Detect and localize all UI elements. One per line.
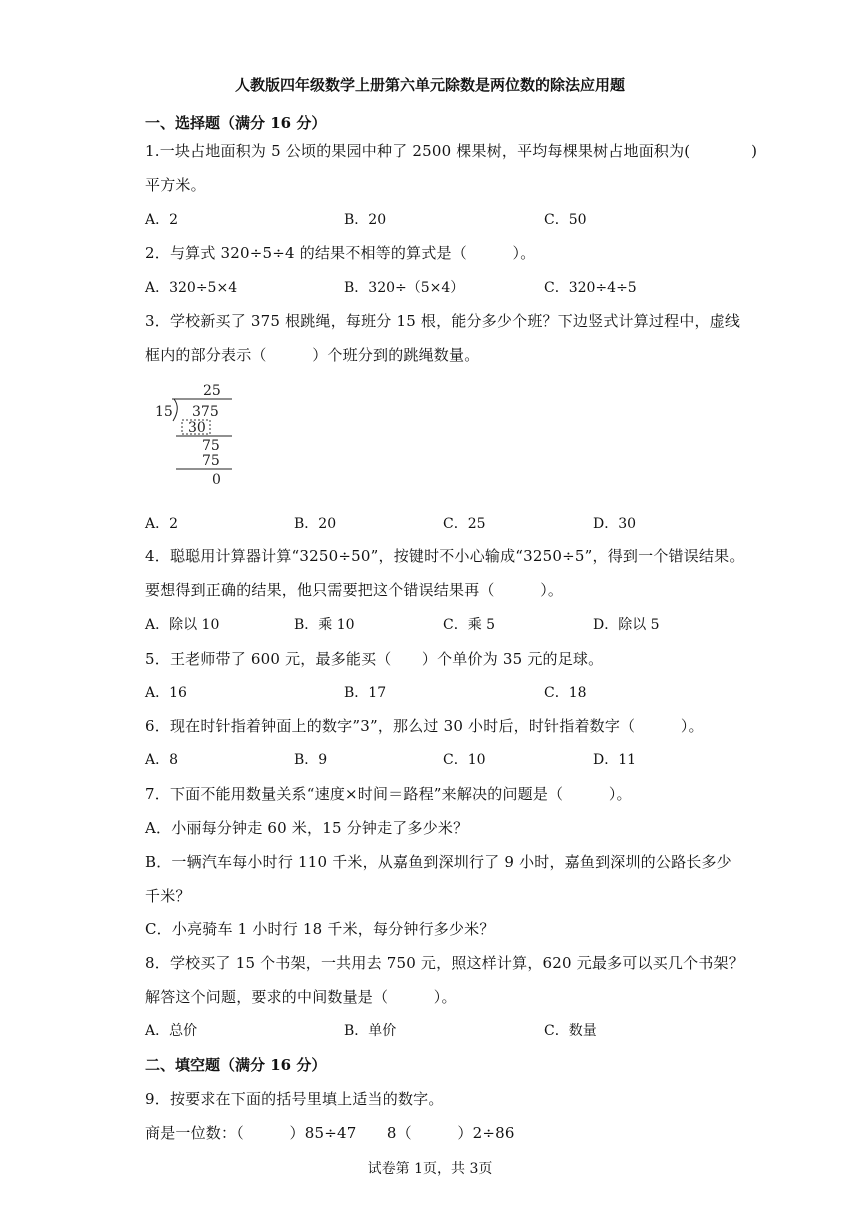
question-1-options xyxy=(145,209,745,229)
option-a[interactable]: A．16 xyxy=(145,685,187,701)
option-c[interactable]: C．25 xyxy=(443,516,486,532)
question-1-text-cont: 平方米。 xyxy=(145,176,206,194)
option-a[interactable]: A．320÷5×4 xyxy=(145,280,238,296)
question-9-text: 9．按要求在下面的括号里填上适当的数字。 xyxy=(145,1090,444,1108)
page-footer: 试卷第 1页，共 3页 xyxy=(367,1161,493,1177)
question-7-option-c[interactable]: C．小亮骑车 1 小时行 18 千米，每分钟行多少米？ xyxy=(145,920,495,938)
remainder-text: 0 xyxy=(212,472,221,488)
option-b[interactable]: B．单价 xyxy=(344,1023,397,1039)
question-5-text: 5．王老师带了 600 元，最多能买（ ）个单价为 35 元的足球。 xyxy=(145,650,604,668)
option-c[interactable]: C．320÷4÷5 xyxy=(544,280,637,296)
question-4-options xyxy=(145,614,745,634)
step-2-text: 75 xyxy=(202,438,220,454)
question-2-options xyxy=(145,277,745,297)
option-a[interactable]: A．8 xyxy=(145,752,179,768)
option-c[interactable]: C．18 xyxy=(544,685,587,701)
question-8-text: 8．学校买了 15 个书架，一共用去 750 元，照这样计算，620 元最多可以买几个书架？ xyxy=(145,954,744,972)
page-title: 人教版四年级数学上册第六单元除数是两位数的除法应用题 xyxy=(234,76,625,94)
step-3-text: 75 xyxy=(202,453,220,469)
question-8-options xyxy=(145,1020,745,1040)
division-bracket xyxy=(173,399,177,421)
question-8-text-cont: 解答这个问题，要求的中间数量是（ ）。 xyxy=(145,988,457,1006)
option-c[interactable]: C．50 xyxy=(544,212,587,228)
option-a[interactable]: A．总价 xyxy=(145,1023,198,1039)
long-division-figure xyxy=(148,376,248,496)
section-heading-fill: 二、填空题（满分 16 分） xyxy=(145,1056,327,1074)
question-5-options xyxy=(145,682,745,702)
question-6-text: 6．现在时针指着钟面上的数字”3”，那么过 30 小时后，时针指着数字（ ）。 xyxy=(145,717,704,735)
question-6-options xyxy=(145,749,745,769)
option-d[interactable]: D．30 xyxy=(593,516,637,532)
divisor-text: 15 xyxy=(155,404,173,420)
question-7-option-b[interactable]: B．一辆汽车每小时行 110 千米，从嘉鱼到深圳行了 9 小时，嘉鱼到深圳的公路长多少 xyxy=(145,853,732,871)
question-7-option-a[interactable]: A．小丽每分钟走 60 米，15 分钟走了多少米？ xyxy=(145,819,469,837)
option-a[interactable]: A．2 xyxy=(145,516,179,532)
option-a[interactable]: A．除以 10 xyxy=(145,617,220,633)
option-b[interactable]: B．20 xyxy=(294,516,337,532)
option-b[interactable]: B．9 xyxy=(294,752,328,768)
dividend-text: 375 xyxy=(192,404,219,420)
question-1-text: 1.一块占地面积为 5 公顷的果园中种了 2500 棵果树，平均每棵果树占地面积为( ) xyxy=(145,142,758,160)
question-2-text: 2．与算式 320÷5÷4 的结果不相等的算式是（ ）。 xyxy=(145,244,536,262)
question-4-text-cont: 要想得到正确的结果，他只需要把这个错误结果再（ ）。 xyxy=(145,581,564,599)
option-d[interactable]: D．除以 5 xyxy=(593,617,660,633)
question-7-text: 7．下面不能用数量关系“速度×时间＝路程”来解决的问题是（ ）。 xyxy=(145,785,632,803)
question-7-option-b-cont: 千米？ xyxy=(145,887,191,905)
option-b[interactable]: B．乘 10 xyxy=(294,617,355,633)
option-b[interactable]: B．320÷（5×4） xyxy=(344,280,465,296)
section-heading-choice: 一、选择题（满分 16 分） xyxy=(145,114,327,132)
question-3-text: 3．学校新买了 375 根跳绳，每班分 15 根，能分多少个班？下边竖式计算过程中，虚线 xyxy=(145,312,741,330)
option-a[interactable]: A．2 xyxy=(145,212,179,228)
question-4-text: 4．聪聪用计算器计算“3250÷50”，按键时不小心输成“3250÷5”，得到一个错误结果。 xyxy=(145,547,745,565)
question-9-blanks[interactable]: 商是一位数：（ ）85÷47 8（ ）2÷86 xyxy=(145,1124,515,1142)
step-1-text: 30 xyxy=(188,420,206,436)
option-c[interactable]: C．10 xyxy=(443,752,486,768)
option-c[interactable]: C．数量 xyxy=(544,1023,597,1039)
question-3-options xyxy=(145,513,745,533)
option-b[interactable]: B．20 xyxy=(344,212,387,228)
option-b[interactable]: B．17 xyxy=(344,685,387,701)
option-c[interactable]: C．乘 5 xyxy=(443,617,496,633)
question-3-text-cont: 框内的部分表示（ ）个班分到的跳绳数量。 xyxy=(145,346,480,364)
quotient-text: 25 xyxy=(203,383,221,399)
option-d[interactable]: D．11 xyxy=(593,752,637,768)
